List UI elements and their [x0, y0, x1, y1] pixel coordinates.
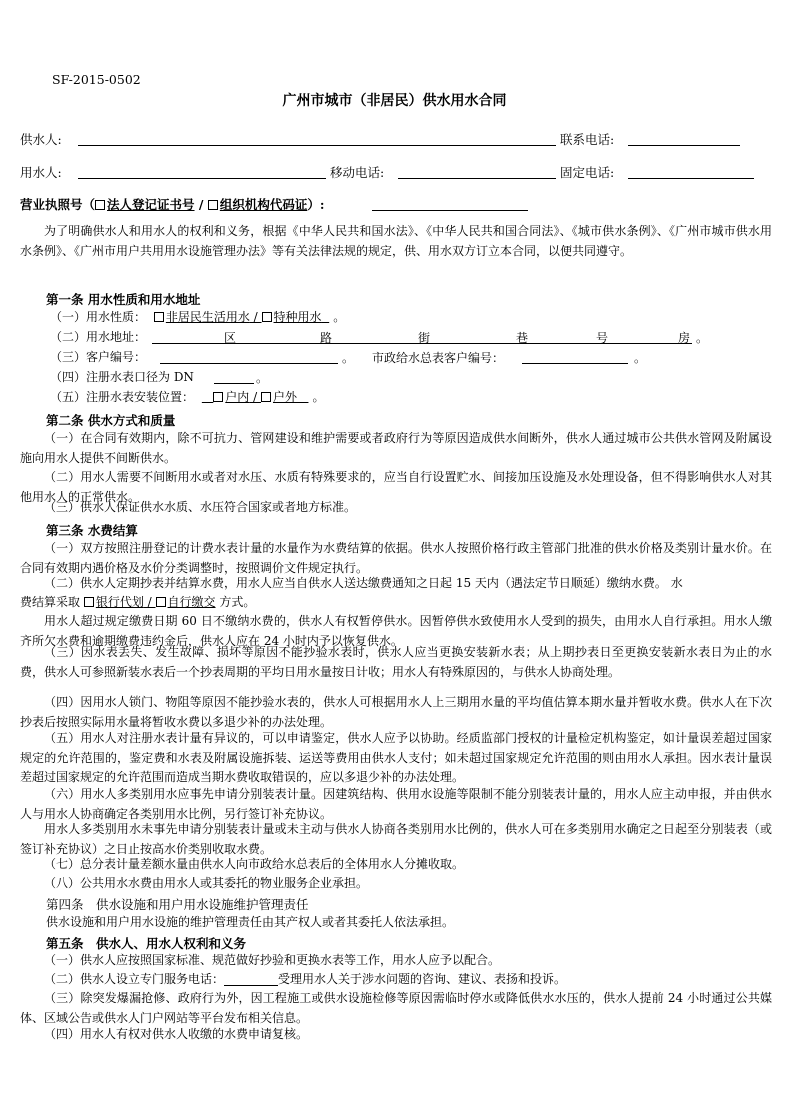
license-field[interactable] — [372, 210, 528, 211]
loc-sep: / — [249, 390, 261, 404]
master-meter-period: 。 — [634, 351, 647, 365]
mobile-field[interactable] — [398, 178, 556, 179]
address-row — [50, 328, 146, 348]
master-meter-label: 市政给水总表客户编号： — [372, 351, 505, 365]
meter-location-label: （五）注册水表安装位置： — [50, 390, 195, 404]
license-row — [20, 195, 324, 213]
mobile-label: 移动电话: — [330, 165, 385, 180]
article-1-heading: 第一条 用水性质和用水地址 — [46, 292, 201, 307]
customer-no-row — [50, 348, 146, 368]
license-sep: / — [194, 197, 208, 212]
page-title: 广州市城市（非居民）供水用水合同 — [282, 93, 507, 109]
customer-no-field[interactable] — [160, 363, 338, 364]
payment-checkbox-2[interactable] — [156, 597, 166, 607]
license-opt-1: 法人登记证书号 — [107, 197, 195, 212]
dn-period: 。 — [256, 371, 269, 385]
use-nature-label: （一）用水性质： — [50, 310, 147, 324]
addr-road: 路 — [320, 331, 333, 345]
contact-phone-field[interactable] — [628, 145, 740, 146]
article-2-heading: 第二条 供水方式和质量 — [46, 413, 176, 428]
art3-para-1: （一）双方按照注册登记的计费水表计量的水量作为水费结算的依据。供水人按照价格行政主管部门批准的供水价格及类别计量水价。在合同有效期内遇价格及水价分类调整时，按照调价文件规定执行。 — [20, 541, 772, 575]
intro-paragraph: 为了明确供水人和用水人的权利和义务，根据《中华人民共和国水法》、《中华人民共和国合同法》、《城市供水条例》、《广州市城市供水用水条例》、《广州市用户共用用水设施管理办法》等有关法律法规的规定，供、用水双方订立本合同，以便共同遵守。 — [20, 224, 772, 258]
user-label: 用水人: — [20, 165, 62, 180]
art5-para-3: （三）除突发爆漏抢修、政府行为外，因工程施工或供水设施检修等原因需临时停水或降低供水水压的，供水人提前 24 小时通过公共媒体、区域公告或供水人门户网站等平台发布相关信息。 — [20, 991, 772, 1025]
dn-field[interactable] — [214, 383, 254, 384]
contact-phone-label: 联系电话: — [560, 132, 615, 147]
license-prefix: 营业执照号（ — [20, 197, 96, 212]
addr-period: 。 — [696, 331, 709, 345]
use-nature-row — [50, 308, 345, 328]
loc-opt-1: 户内 — [225, 390, 250, 404]
addr-lane: 巷 — [516, 331, 529, 345]
payment-checkbox-1[interactable] — [84, 597, 94, 607]
license-suffix: ）: — [307, 197, 325, 212]
license-opt-2: 组织机构代码证 — [219, 197, 308, 212]
address-label: （二）用水地址： — [50, 330, 147, 344]
loc-period: 。 — [312, 390, 325, 404]
service-phone-field[interactable] — [224, 972, 278, 986]
nature-opt-1: 非居民生活用水 — [165, 310, 250, 324]
meter-location-row — [50, 388, 324, 408]
art3-para-8: （八）公共用水水费由用水人或其委托的物业服务企业承担。 — [44, 876, 369, 890]
nature-opt-2: 特种用水 — [273, 310, 322, 324]
art3-para-6b: 用水人多类别用水未事先申请分别装表计量或未主动与供水人协商各类别用水比例的，供水人可在多类别用水确定之日起至分别装表（或签订补充协议）之日止按高水价类别收取水费。 — [20, 822, 772, 856]
customer-no-label: （三）客户编号： — [50, 350, 147, 364]
customer-no-period: 。 — [342, 351, 355, 365]
nature-period: 。 — [333, 310, 346, 324]
nature-checkbox-1[interactable] — [154, 312, 164, 322]
payment-sep: / — [143, 595, 156, 609]
supplier-label: 供水人: — [20, 132, 62, 147]
art3-para-4: （四）因用水人锁门、物阻等原因不能抄验水表的，供水人可根据用水人上三期用水量的平均值估算本期水量并暂收水费。供水人在下次抄表后按照实际用水量将暂收水费以多退少补的办法处理。 — [20, 695, 772, 729]
art2-para-2: （二）用水人需要不间断用水或者对水压、水质有特殊要求的，应当自行设置贮水、间接加压设施及水处理设备，但不得影响供水人对其他用水人的正常供水。 — [20, 470, 772, 504]
loc-opt-2: 户外 — [272, 390, 297, 404]
art3-para-6: （六）用水人多类别用水应事先申请分别装表计量。因建筑结构、供用水设施等限制不能分别装表计量的，用水人应主动申报，并由供水人与用水人协商确定各类别用水比例，另行签订补充协议。 — [20, 787, 772, 821]
document-code: SF-2015-0502 — [52, 72, 141, 87]
payment-opt-2: 自行缴交 — [167, 595, 216, 609]
user-field[interactable] — [78, 178, 326, 179]
article-5-heading: 第五条 供水人、用水人权利和义务 — [46, 936, 247, 951]
nature-checkbox-2[interactable] — [262, 312, 272, 322]
payment-method-pre: 费结算采取 — [20, 595, 84, 609]
art3-para-2c: 用水人超过规定缴费日期 60 日不缴纳水费的，供水人有权暂停供水。因暂停供水致使用水人受到的损失，由用水人自行承担。用水人缴齐所欠水费和逾期缴费违约金后，供水人应在 24 小时内予以恢复供水。 — [20, 614, 772, 648]
payment-opt-1: 银行代划 — [95, 595, 144, 609]
art3-para-7: （七）总分表计量差额水量由供水人向市政给水总表后的全体用水人分摊收取。 — [44, 857, 465, 871]
nature-sep: / — [249, 310, 262, 324]
payment-method-post: 方式。 — [215, 595, 256, 609]
art3-para-2a: （二）供水人定期抄表并结算水费，用水人应当自供水人送达缴费通知之日起 15 天内（遇法定节日顺延）缴纳水费。 水 — [44, 576, 683, 590]
loc-checkbox-2[interactable] — [261, 392, 271, 402]
art3-para-3: （三）因水表丢失、发生故障、损坏等原因不能抄验水表时，供水人应当更换安装新水表；从上期抄表日至更换安装新水表日为止的水费，供水人可参照新装水表后一个抄表周期的平均日用水量按日计收；用水人有特殊原因的，与供水人协商处理。 — [20, 645, 772, 679]
dn-row — [50, 368, 194, 388]
art5-para-4: （四）用水人有权对供水人收缴的水费申请复核。 — [44, 1027, 309, 1041]
article-4-heading: 第四条 供水设施和用户用水设施维护管理责任 — [46, 897, 309, 912]
fixed-phone-label: 固定电话: — [560, 165, 615, 180]
dn-label: （四）注册水表口径为 DN — [50, 370, 194, 384]
art5-para-1: （一）供水人应按照国家标准、规范做好抄验和更换水表等工作，用水人应予以配合。 — [44, 953, 501, 967]
art5-para-2-post: 受理用水人关于涉水问题的咨询、建议、表扬和投诉。 — [278, 972, 567, 986]
master-meter-field[interactable] — [522, 363, 628, 364]
art4-para-1: 供水设施和用户用水设施的维护管理责任由其产权人或者其委托人依法承担。 — [46, 915, 455, 929]
license-checkbox-1[interactable] — [95, 200, 105, 210]
art3-para-5: （五）用水人对注册水表计量有异议的，可以申请鉴定，供水人应予以协助。经质监部门授权的计量检定机构鉴定，如计量误差超过国家规定的允许范围的，鉴定费和水表及附属设施拆装、运送等费用由供水人支付；如未超过国家规定允许范围的则由用水人承担。因水表计量误差超过国家规定的允许范围而造成当期水费收取错误的，应以多退少补的办法处理。 — [20, 731, 772, 784]
loc-checkbox-1[interactable] — [213, 392, 223, 402]
addr-district: 区 — [224, 331, 237, 345]
art3-payment-method-row — [20, 593, 255, 613]
art5-para-2-row — [20, 970, 566, 990]
addr-room: 房 — [678, 331, 691, 345]
supplier-field[interactable] — [78, 145, 556, 146]
art2-para-1: （一）在合同有效期内，除不可抗力、管网建设和维护需要或者政府行为等原因造成供水间断外，供水人通过城市公共供水管网及附属设施向用水人提供不间断供水。 — [20, 431, 772, 465]
addr-number: 号 — [596, 331, 609, 345]
license-checkbox-2[interactable] — [208, 200, 218, 210]
fixed-phone-field[interactable] — [628, 178, 754, 179]
service-phone-label: （二）供水人设立专门服务电话： — [44, 972, 225, 986]
addr-street: 街 — [418, 331, 431, 345]
article-3-heading: 第三条 水费结算 — [46, 523, 138, 538]
art2-para-3: （三）供水人保证供水水质、水压符合国家或者地方标准。 — [44, 500, 357, 514]
